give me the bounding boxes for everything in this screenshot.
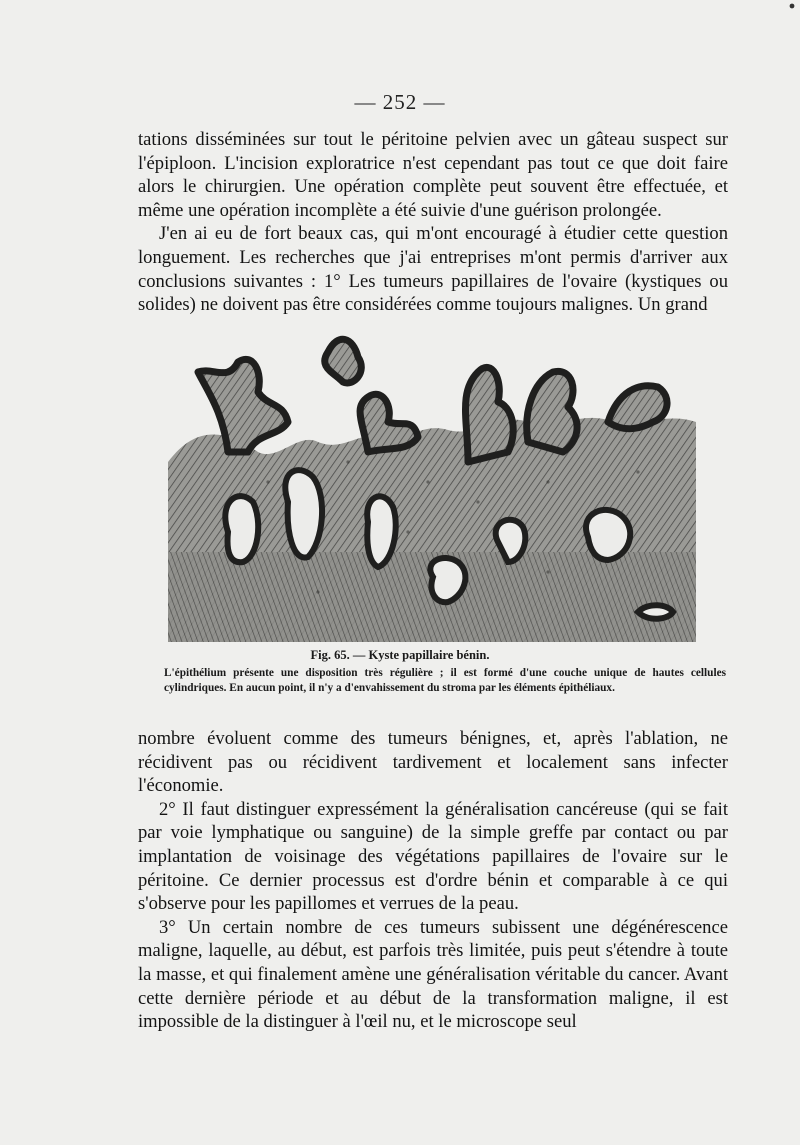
corner-speck <box>790 4 795 9</box>
paragraph: nombre évoluent comme des tumeurs bénignes, et, après l'ablation, ne récidivent pas ou récidivent tardivement et localement sans infecter l'économie. <box>138 728 728 797</box>
page-number: — 252 — <box>354 90 446 114</box>
paragraph: 3° Un certain nombre de ces tumeurs subissent une dégénérescence maligne, laquelle, au début, est parfois très limitée, puis peut s'étendre à toute la masse, et qui finalement amène une généralisation véritable du cancer. Avant cette dernière période et au début de la transformation maligne, il est impossible de la distinguer à l'œil nu, et le microscope seul <box>138 916 728 1033</box>
text-block-bottom <box>138 727 728 1034</box>
paragraph: tations disséminées sur tout le péritoine pelvien avec un gâteau suspect sur l'épiploon. L'incision exploratrice n'est cependant pas tout ce que doit faire alors le chirurgien. Une opération complète peut souvent être effectuée, et même une opération incomplète a été suivie d'une guérison prolongée. <box>138 129 728 221</box>
paragraph: 2° Il faut distinguer expressément la généralisation cancéreuse (qui se fait par voie lymphatique ou sanguine) de la simple greffe par contact ou par implantation de voisinage des végétations papillaires de l'ovaire sur le péritoine. Ce dernier processus est d'ordre bénin et comparable à ce qui s'observe pour les papillomes et verrues de la peau. <box>138 798 728 915</box>
papillary-cyst-illustration <box>168 312 696 642</box>
histology-figure <box>168 312 696 642</box>
paragraph: J'en ai eu de fort beaux cas, qui m'ont encouragé à étudier cette question longuement. Les recherches que j'ai entreprises m'ont permis d'arriver aux conclusions suivantes : 1° Les tumeurs papillaires de l'ovaire (kystiques ou solides) ne doivent pas être considérées comme toujours malignes. Un grand <box>138 223 728 316</box>
text-block-top <box>138 128 728 317</box>
figure-caption: L'épithélium présente une disposition très régulière ; il est formé d'une couche unique de hautes cellules cylindriques. En aucun point, il n'y a d'envahissement du stroma par les éléments épithéliaux. <box>164 667 726 694</box>
figure-title: Fig. 65. — Kyste papillaire bénin. <box>310 648 490 662</box>
